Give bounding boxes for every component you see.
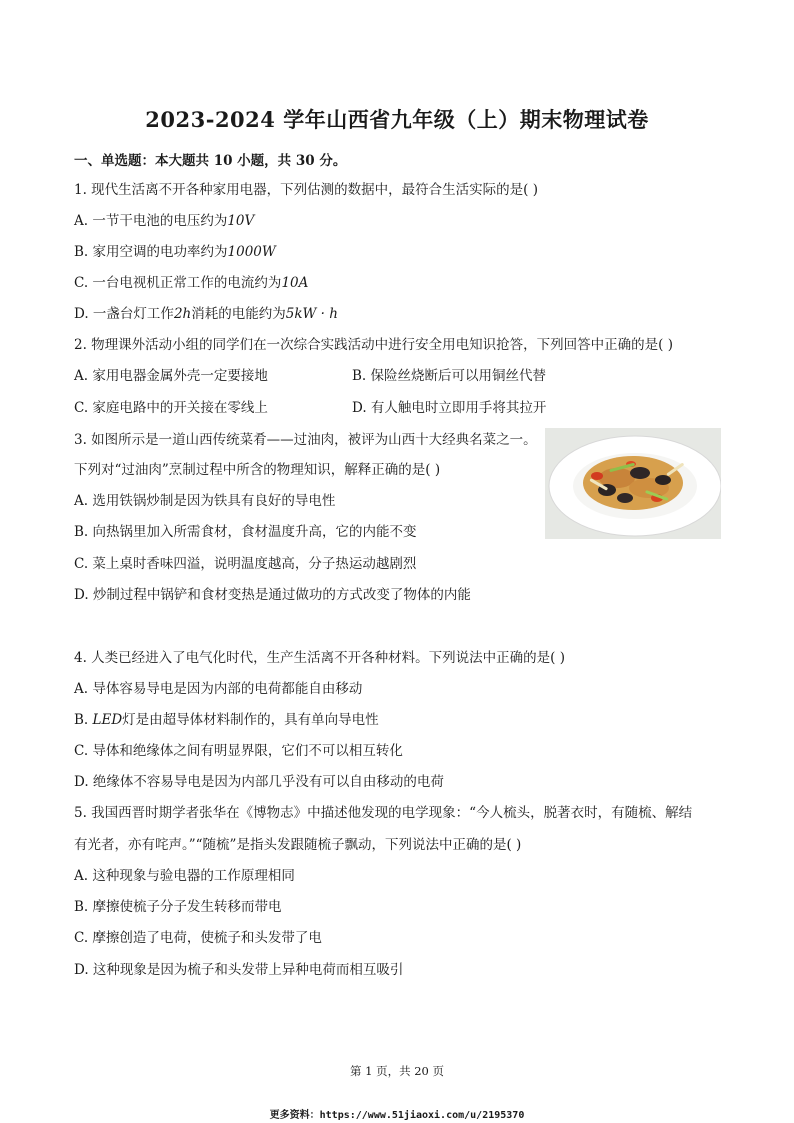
q1-option-a-value: 10V: [227, 213, 255, 229]
q2-option-b: B. 保险丝烧断后可以用铜丝代替: [352, 368, 547, 384]
q3-stem-line-1: 3. 如图所示是一道山西传统菜肴——过油肉，被评为山西十大经典名菜之一。: [74, 432, 537, 448]
q1-option-b-text: B. 家用空调的电功率约为: [74, 244, 228, 260]
q5-option-a: A. 这种现象与验电器的工作原理相同: [74, 868, 295, 884]
q4-option-b-text: 灯是由超导体材料制作的，具有单向导电性: [122, 712, 379, 728]
q2-option-a: A. 家用电器金属外壳一定要接地: [74, 368, 268, 384]
q1-option-d-text-2: 消耗的电能约为: [191, 306, 286, 322]
q3-option-b: B. 向热锅里加入所需食材，食材温度升高，它的内能不变: [74, 524, 417, 540]
q4-stem: 4. 人类已经进入了电气化时代，生产生活离不开各种材料。下列说法中正确的是( ): [74, 650, 565, 666]
source-link[interactable]: 更多资料：https://www.51jiaoxi.com/u/2195370: [269, 1110, 525, 1121]
q1-option-a-text: A. 一节干电池的电压约为: [74, 213, 228, 229]
q1-option-b: [74, 240, 276, 260]
dish-photo: [545, 428, 721, 539]
q1-option-c-text: C. 一台电视机正常工作的电流约为: [74, 275, 282, 291]
q2-stem: 2. 物理课外活动小组的同学们在一次综合实践活动中进行安全用电知识抢答，下列回答中正确的是( ): [74, 337, 673, 353]
q5-stem-line-1: 5. 我国西晋时期学者张华在《博物志》中描述他发现的电学现象：“今人梳头，脱著衣时，有随梳、解结: [74, 805, 693, 821]
q1-option-a: [74, 209, 254, 229]
q4-option-b: [74, 708, 379, 728]
q1-option-d-value-1: 2h: [173, 306, 192, 322]
q1-option-d-value-2: 5kW · h: [285, 306, 338, 322]
q2-option-c: C. 家庭电路中的开关接在零线上: [74, 400, 268, 416]
q3-option-a: A. 选用铁锅炒制是因为铁具有良好的导电性: [74, 493, 336, 509]
q4-option-a: A. 导体容易导电是因为内部的电荷都能自由移动: [74, 681, 363, 697]
q4-option-b-label: B.: [74, 712, 93, 728]
q2-option-d: D. 有人触电时立即用手将其拉开: [352, 400, 547, 416]
section-heading: 一、单选题：本大题共 10 小题，共 30 分。: [74, 153, 347, 169]
q3-option-d: D. 炒制过程中锅铲和食材变热是通过做功的方式改变了物体的内能: [74, 587, 471, 603]
q4-option-d: D. 绝缘体不容易导电是因为内部几乎没有可以自由移动的电荷: [74, 774, 444, 790]
page-title: 2023-2024 学年山西省九年级（上）期末物理试卷: [145, 107, 649, 132]
q5-stem-line-2: 有光者，亦有咤声。”“随梳”是指头发跟随梳子飘动，下列说法中正确的是( ): [74, 837, 522, 853]
q1-option-d: [74, 302, 338, 322]
q1-option-d-text-1: D. 一盏台灯工作: [74, 306, 174, 322]
dish-illustration: [545, 428, 721, 539]
q1-stem: 1. 现代生活离不开各种家用电器，下列估测的数据中，最符合生活实际的是( ): [74, 182, 538, 198]
q5-option-d: D. 这种现象是因为梳子和头发带上异种电荷而相互吸引: [74, 962, 404, 978]
q1-option-c: [74, 271, 308, 291]
q4-option-c: C. 导体和绝缘体之间有明显界限，它们不可以相互转化: [74, 743, 403, 759]
q1-option-b-value: 1000W: [227, 244, 276, 260]
q1-option-c-value: 10A: [281, 275, 309, 291]
page-footer: 第 1 页，共 20 页: [349, 1064, 445, 1078]
q4-option-b-term: LED: [92, 712, 123, 728]
q5-option-c: C. 摩擦创造了电荷，使梳子和头发带了电: [74, 930, 322, 946]
q3-option-c: C. 菜上桌时香味四溢，说明温度越高，分子热运动越剧烈: [74, 556, 417, 572]
q3-stem-line-2: 下列对“过油肉”烹制过程中所含的物理知识，解释正确的是( ): [74, 462, 441, 478]
q5-option-b: B. 摩擦使梳子分子发生转移而带电: [74, 899, 282, 915]
